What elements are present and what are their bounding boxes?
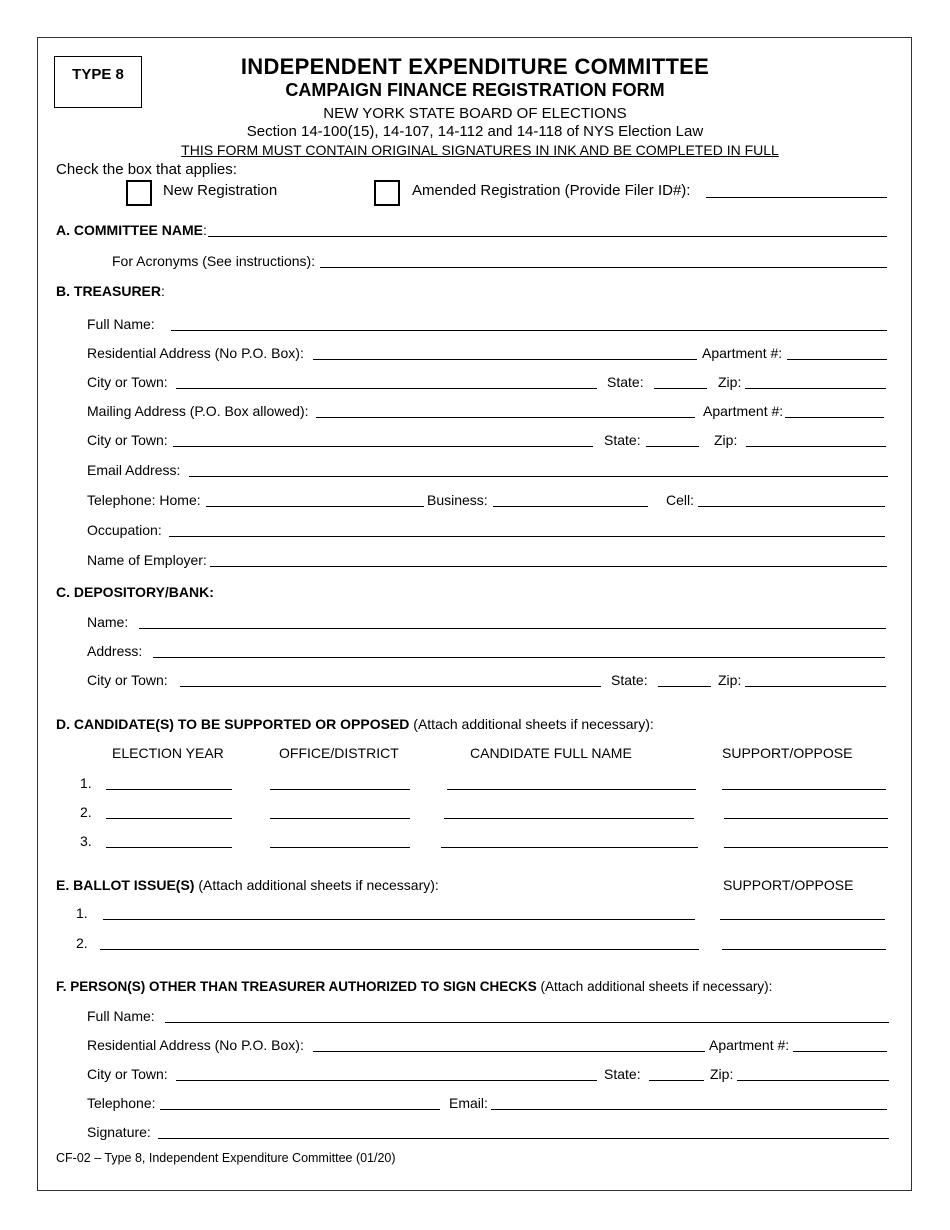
treasurer-apartment-field[interactable] — [787, 359, 887, 360]
bank-address-label: Address: — [87, 643, 143, 659]
bank-address-field[interactable] — [153, 657, 885, 658]
bank-zip-label: Zip: — [718, 672, 742, 688]
signer-apartment-label: Apartment #: — [709, 1037, 790, 1053]
signer-telephone-label: Telephone: — [87, 1095, 156, 1111]
treasurer-residential-label: Residential Address (No P.O. Box): — [87, 345, 304, 361]
treasurer-mailing-field[interactable] — [316, 417, 695, 418]
col-election-year: ELECTION YEAR — [112, 745, 224, 761]
ballot-support-oppose-header: SUPPORT/OPPOSE — [723, 877, 854, 893]
candidate-row-number: 1. — [80, 775, 92, 791]
treasurer-state-field[interactable] — [654, 388, 707, 389]
candidate-row-number: 3. — [80, 833, 92, 849]
signer-telephone-field[interactable] — [160, 1109, 440, 1110]
candidate-1-name-field[interactable] — [447, 789, 696, 790]
form-notice: THIS FORM MUST CONTAIN ORIGINAL SIGNATURES IN INK AND BE COMPLETED IN FULL — [181, 142, 779, 158]
candidate-2-name-field[interactable] — [444, 818, 694, 819]
new-registration-checkbox[interactable] — [126, 180, 152, 206]
amended-registration-label: Amended Registration (Provide Filer ID#): — [412, 182, 691, 199]
bank-name-label: Name: — [87, 614, 129, 630]
signer-city-field[interactable] — [176, 1080, 597, 1081]
col-support-oppose: SUPPORT/OPPOSE — [722, 745, 853, 761]
form-border — [37, 37, 912, 1191]
section-c-heading: C. DEPOSITORY/BANK: — [56, 584, 214, 600]
candidate-1-support-field[interactable] — [722, 789, 886, 790]
ballot-issue-2-support-field[interactable] — [722, 949, 886, 950]
treasurer-mailing-state-label: State: — [604, 432, 641, 448]
filer-id-field[interactable] — [706, 197, 887, 198]
treasurer-business-label: Business: — [427, 492, 488, 508]
treasurer-tel-home-field[interactable] — [206, 506, 424, 507]
treasurer-mailing-apartment-label: Apartment #: — [703, 403, 784, 419]
signer-zip-label: Zip: — [710, 1066, 734, 1082]
treasurer-tel-home-label: Telephone: Home: — [87, 492, 201, 508]
col-office-district: OFFICE/DISTRICT — [279, 745, 399, 761]
signer-state-field[interactable] — [649, 1080, 704, 1081]
signer-signature-field[interactable] — [158, 1138, 889, 1139]
candidate-2-support-field[interactable] — [724, 818, 888, 819]
form-title: INDEPENDENT EXPENDITURE COMMITTEE — [240, 54, 710, 79]
bank-zip-field[interactable] — [745, 686, 886, 687]
ballot-issue-1-support-field[interactable] — [720, 919, 885, 920]
acronyms-field[interactable] — [320, 267, 887, 268]
treasurer-cell-label: Cell: — [666, 492, 695, 508]
section-f-heading: F. PERSON(S) OTHER THAN TREASURER AUTHORIZED TO SIGN CHECKS (Attach additional sheets if necessary): — [56, 979, 773, 994]
treasurer-employer-label: Name of Employer: — [87, 552, 207, 568]
treasurer-email-label: Email Address: — [87, 462, 181, 478]
signer-email-label: Email: — [449, 1095, 488, 1111]
form-subtitle: CAMPAIGN FINANCE REGISTRATION FORM — [285, 80, 665, 100]
candidate-3-name-field[interactable] — [441, 847, 698, 848]
bank-city-label: City or Town: — [87, 672, 168, 688]
signer-full-name-label: Full Name: — [87, 1008, 155, 1024]
treasurer-city-field[interactable] — [176, 388, 597, 389]
candidate-2-year-field[interactable] — [106, 818, 232, 819]
amended-registration-checkbox[interactable] — [374, 180, 400, 206]
treasurer-apartment-label: Apartment #: — [702, 345, 783, 361]
signer-state-label: State: — [604, 1066, 641, 1082]
treasurer-mailing-zip-label: Zip: — [714, 432, 738, 448]
treasurer-cell-field[interactable] — [698, 506, 885, 507]
registration-prompt: Check the box that applies: — [56, 161, 237, 178]
treasurer-occupation-label: Occupation: — [87, 522, 162, 538]
signer-residential-label: Residential Address (No P.O. Box): — [87, 1037, 304, 1053]
treasurer-zip-label: Zip: — [718, 374, 742, 390]
treasurer-mailing-label: Mailing Address (P.O. Box allowed): — [87, 403, 309, 419]
treasurer-occupation-field[interactable] — [169, 536, 885, 537]
ballot-row-number: 2. — [76, 935, 88, 951]
treasurer-mailing-apartment-field[interactable] — [785, 417, 884, 418]
ballot-row-number: 1. — [76, 905, 88, 921]
law-citation: Section 14-100(15), 14-107, 14-112 and 14-118 of NYS Election Law — [246, 123, 704, 140]
signer-city-label: City or Town: — [87, 1066, 168, 1082]
candidate-2-office-field[interactable] — [270, 818, 410, 819]
signer-email-field[interactable] — [491, 1109, 887, 1110]
treasurer-email-field[interactable] — [189, 476, 888, 477]
candidate-3-office-field[interactable] — [270, 847, 410, 848]
bank-state-field[interactable] — [658, 686, 711, 687]
treasurer-state-label: State: — [607, 374, 644, 390]
section-e-heading: E. BALLOT ISSUE(S) (Attach additional sheets if necessary): — [56, 877, 439, 893]
ballot-issue-1-field[interactable] — [103, 919, 695, 920]
treasurer-full-name-field[interactable] — [171, 330, 887, 331]
treasurer-city-label: City or Town: — [87, 374, 168, 390]
treasurer-mailing-city-field[interactable] — [173, 446, 593, 447]
candidate-3-support-field[interactable] — [724, 847, 888, 848]
treasurer-full-name-label: Full Name: — [87, 316, 155, 332]
candidate-1-office-field[interactable] — [270, 789, 410, 790]
treasurer-business-field[interactable] — [493, 506, 648, 507]
section-d-heading: D. CANDIDATE(S) TO BE SUPPORTED OR OPPOSED (Attach additional sheets if necessary): — [56, 716, 654, 732]
treasurer-employer-field[interactable] — [210, 566, 887, 567]
treasurer-zip-field[interactable] — [745, 388, 886, 389]
signer-zip-field[interactable] — [737, 1080, 889, 1081]
col-candidate-name: CANDIDATE FULL NAME — [470, 745, 632, 761]
acronyms-label: For Acronyms (See instructions): — [112, 253, 316, 269]
candidate-1-year-field[interactable] — [106, 789, 232, 790]
signer-full-name-field[interactable] — [165, 1022, 889, 1023]
signer-residential-field[interactable] — [313, 1051, 705, 1052]
treasurer-residential-field[interactable] — [313, 359, 697, 360]
type-label: TYPE 8 — [72, 66, 124, 83]
bank-state-label: State: — [611, 672, 648, 688]
agency-name: NEW YORK STATE BOARD OF ELECTIONS — [323, 105, 627, 122]
candidate-3-year-field[interactable] — [106, 847, 232, 848]
form-id-footer: CF-02 – Type 8, Independent Expenditure Committee (01/20) — [56, 1151, 396, 1165]
committee-name-field[interactable] — [208, 236, 887, 237]
treasurer-mailing-state-field[interactable] — [646, 446, 699, 447]
ballot-issue-2-field[interactable] — [100, 949, 699, 950]
section-a-heading: A. COMMITTEE NAME: — [56, 222, 207, 238]
signer-apartment-field[interactable] — [793, 1051, 887, 1052]
candidate-row-number: 2. — [80, 804, 92, 820]
signer-signature-label: Signature: — [87, 1124, 151, 1140]
bank-name-field[interactable] — [139, 628, 886, 629]
new-registration-label: New Registration — [163, 182, 278, 199]
treasurer-mailing-city-label: City or Town: — [87, 432, 168, 448]
treasurer-mailing-zip-field[interactable] — [746, 446, 886, 447]
bank-city-field[interactable] — [180, 686, 601, 687]
section-b-heading: B. TREASURER: — [56, 283, 165, 299]
